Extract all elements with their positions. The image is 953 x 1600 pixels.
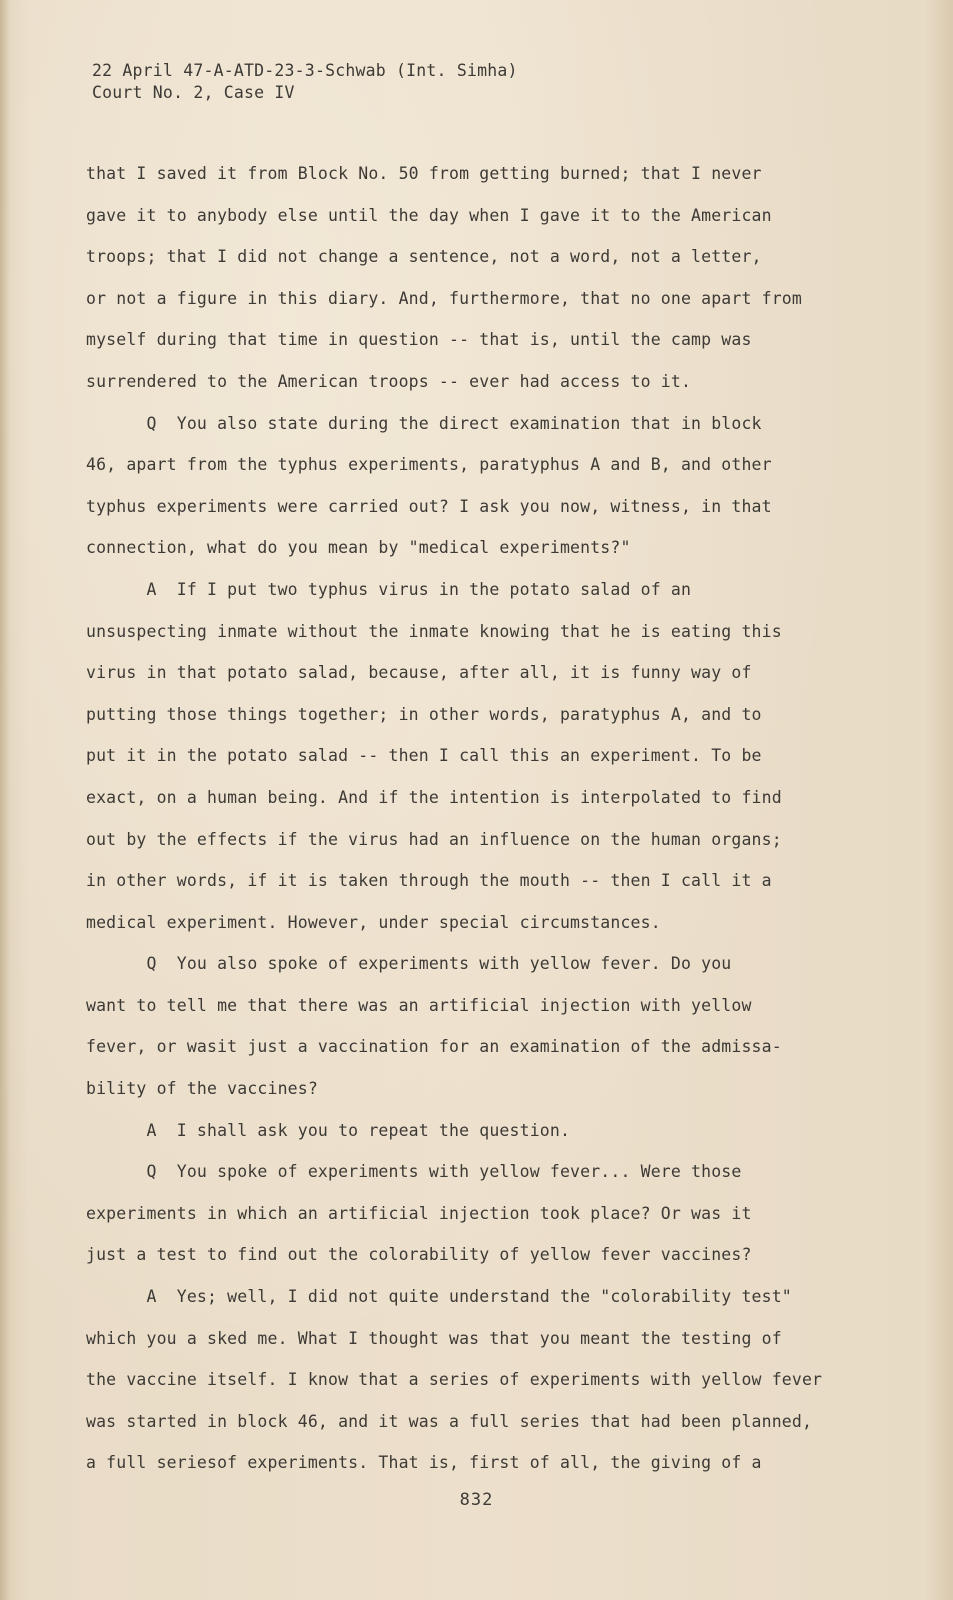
text-line: A Yes; well, I did not quite understand the "colorability test"	[86, 1287, 792, 1307]
text-line: gave it to anybody else until the day when I gave it to the American	[86, 205, 772, 225]
text-line: fever, or wasit just a vaccination for an examination of the admissa-	[86, 1037, 782, 1057]
text-line: experiments in which an artificial injection took place? Or was it	[86, 1203, 752, 1223]
text-line: which you a sked me. What I thought was that you meant the testing of	[86, 1328, 782, 1348]
text-line: out by the effects if the virus had an influence on the human organs;	[86, 829, 782, 849]
text-line: the vaccine itself. I know that a series of experiments with yellow fever	[86, 1370, 823, 1390]
header-line-2: Court No. 2, Case IV	[92, 83, 295, 102]
text-line: virus in that potato salad, because, after all, it is funny way of	[86, 663, 752, 683]
text-line: want to tell me that there was an artificial injection with yellow	[86, 995, 752, 1015]
header-line-1: 22 April 47-A-ATD-23-3-Schwab (Int. Simha)	[92, 61, 518, 80]
text-line: or not a figure in this diary. And, furthermore, that no one apart from	[86, 288, 802, 308]
document-header	[92, 60, 518, 104]
text-line: A I shall ask you to repeat the question.	[86, 1120, 571, 1140]
text-line: just a test to find out the colorability of yellow fever vaccines?	[86, 1245, 752, 1265]
paper-edge-shadow	[0, 0, 10, 1600]
text-line: medical experiment. However, under special circumstances.	[86, 912, 661, 932]
page-number: 832	[459, 1490, 494, 1510]
text-line: surrendered to the American troops -- ever had access to it.	[86, 371, 692, 391]
text-line: unsuspecting inmate without the inmate knowing that he is eating this	[86, 621, 782, 641]
text-line: Q You also spoke of experiments with yellow fever. Do you	[86, 954, 732, 974]
text-line: bility of the vaccines?	[86, 1079, 318, 1099]
text-line: 46, apart from the typhus experiments, paratyphus A and B, and other	[86, 455, 772, 475]
text-line: putting those things together; in other words, paratyphus A, and to	[86, 704, 762, 724]
text-line: Q You spoke of experiments with yellow fever... Were those	[86, 1162, 742, 1182]
text-line: typhus experiments were carried out? I ask you now, witness, in that	[86, 496, 772, 516]
text-line: exact, on a human being. And if the intention is interpolated to find	[86, 787, 782, 807]
text-line: connection, what do you mean by "medical experiments?"	[86, 538, 631, 558]
text-line: that I saved it from Block No. 50 from getting burned; that I never	[86, 164, 762, 183]
text-line: troops; that I did not change a sentence, not a word, not a letter,	[86, 247, 762, 267]
text-line: was started in block 46, and it was a full series that had been planned,	[86, 1411, 813, 1431]
text-line: a full seriesof experiments. That is, first of all, the giving of a	[86, 1453, 762, 1473]
text-line: put it in the potato salad -- then I call this an experiment. To be	[86, 746, 762, 766]
text-line: Q You also state during the direct examination that in block	[86, 413, 762, 433]
text-line: A If I put two typhus virus in the potato salad of an	[86, 579, 692, 599]
text-line: in other words, if it is taken through the mouth -- then I call it a	[86, 871, 772, 891]
text-line: myself during that time in question -- that is, until the camp was	[86, 330, 752, 350]
transcript-body	[86, 163, 931, 1494]
